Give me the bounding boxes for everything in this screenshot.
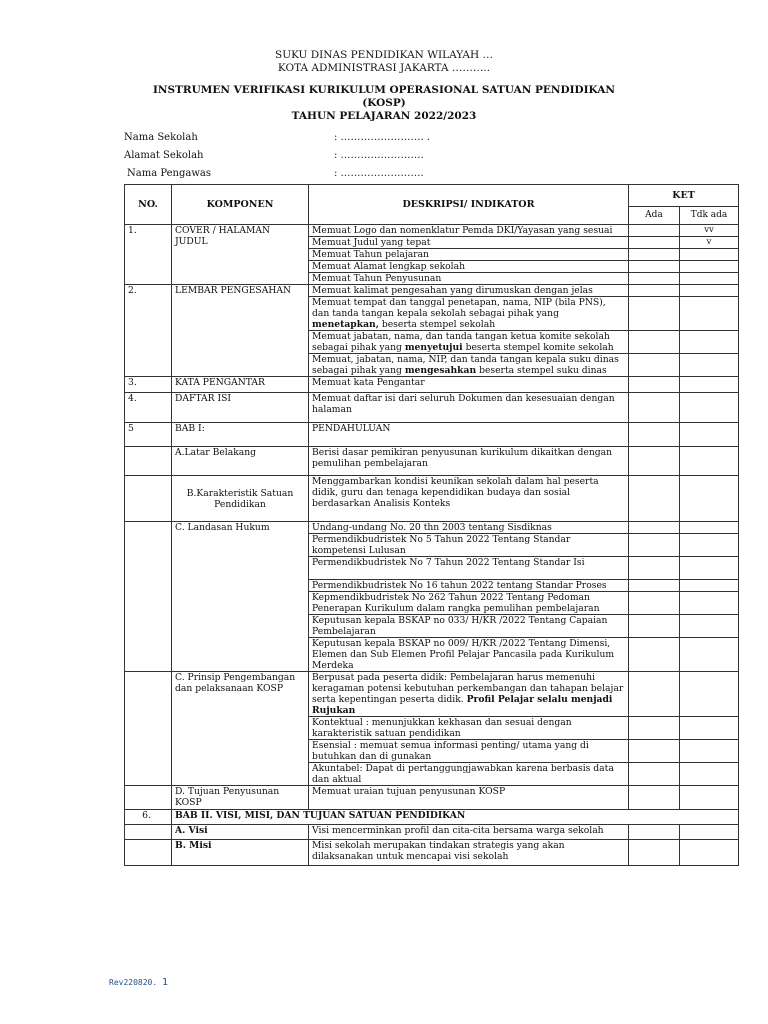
- check-ada: [629, 423, 680, 447]
- check-tdk-ada: [680, 297, 739, 331]
- legal-basis-item: Permendikbudristek No 16 tahun 2022 tentang Standar Proses: [309, 580, 629, 592]
- row-component: KATA PENGANTAR: [172, 377, 309, 393]
- indicator-emphasis: menyetujui: [404, 342, 463, 353]
- document-title-abbr: (KOSP): [362, 97, 406, 109]
- principle-item: Kontektual : menunjukkan kekhasan dan sesuai dengan karakteristik satuan pendidikan: [309, 717, 629, 740]
- indicator: PENDAHULUAN: [309, 423, 629, 447]
- indicator: Memuat daftar isi dari seluruh Dokumen dan kesesuaian dengan halaman: [309, 393, 629, 423]
- legal-basis-item: Permendikbudristek No 5 Tahun 2022 Tentang Standar kompetensi Lulusan: [309, 534, 629, 557]
- table-row: [125, 377, 739, 393]
- revision-code: [109, 977, 168, 988]
- check-ada: [629, 377, 680, 393]
- table-row: [125, 285, 739, 297]
- check-ada: [629, 638, 680, 672]
- principle-emphasis: Profil Pelajar selalu menjadi Rujukan: [312, 694, 613, 716]
- indicator-text: beserta stempel suku dinas: [476, 365, 607, 376]
- check-ada: [629, 763, 680, 786]
- table-row: [125, 225, 739, 237]
- header-deskripsi: DESKRIPSI/ INDIKATOR: [309, 185, 629, 225]
- table-row: [125, 423, 739, 447]
- check-tdk-ada: [680, 672, 739, 717]
- check-ada: [629, 615, 680, 638]
- legal-basis-item: Kepmendikbudristek No 262 Tahun 2022 Tentang Pedoman Penerapan Kurikulum dalam rangka pemulihan pembelajaran: [309, 592, 629, 615]
- row-component: DAFTAR ISI: [172, 393, 309, 423]
- check-ada: [629, 249, 680, 261]
- principle-text: Berpusat pada peserta didik: Pembelajaran harus memenuhi keragaman potensi kebutuhan perkembangan dan tahapan belajar serta kepentingan peserta didik.: [312, 672, 624, 705]
- check-ada: [629, 580, 680, 592]
- table-row: [125, 447, 739, 476]
- check-tdk-ada: [680, 534, 739, 557]
- check-ada: [629, 786, 680, 810]
- check-ada: [629, 534, 680, 557]
- indicator: Memuat Tahun Penyusunan: [309, 273, 629, 285]
- check-tdk-ada: [680, 840, 739, 866]
- meta-label-address: Alamat Sekolah: [124, 150, 204, 161]
- check-tdk-ada: [680, 249, 739, 261]
- legal-basis-item: Undang-undang No. 20 thn 2003 tentang Sisdiknas: [309, 522, 629, 534]
- check-tdk-ada: [680, 615, 739, 638]
- row-number: 5: [125, 423, 172, 447]
- row-number: 3.: [125, 377, 172, 393]
- table-row: [125, 393, 739, 423]
- check-tdk-ada: [680, 717, 739, 740]
- check-ada: [629, 393, 680, 423]
- meta-value-supervisor: : …………………….: [334, 168, 424, 179]
- indicator: Misi sekolah merupakan tindakan strategis yang akan dilaksanakan untuk mencapai visi sekolah: [309, 840, 629, 866]
- indicator-emphasis: menetapkan,: [312, 319, 379, 330]
- row-component: COVER / HALAMAN JUDUL: [172, 225, 309, 285]
- principle-item: [309, 672, 629, 717]
- sub-component: B.Karakteristik Satuan Pendidikan: [172, 476, 309, 522]
- row-number: 1.: [125, 225, 172, 285]
- legal-basis-item: Permendikbudristek No 7 Tahun 2022 Tentang Standar Isi: [309, 557, 629, 580]
- indicator-text: beserta stempel komite sekolah: [462, 342, 614, 353]
- header-ada: Ada: [629, 207, 680, 225]
- table-row: [125, 522, 739, 534]
- sub-component: D. Tujuan Penyusunan KOSP: [172, 786, 309, 810]
- legal-basis-item: Keputusan kepala BSKAP no 009/ H/KR /2022 Tentang Dimensi, Elemen dan Sub Elemen Profil Pelajar Pancasila pada Kurikulum Merdeka: [309, 638, 629, 672]
- check-ada: [629, 297, 680, 331]
- check-ada: [629, 447, 680, 476]
- indicator: [309, 331, 629, 354]
- check-tdk-ada: v: [680, 237, 739, 249]
- check-ada: [629, 331, 680, 354]
- check-tdk-ada: [680, 377, 739, 393]
- check-tdk-ada: [680, 740, 739, 763]
- table-row: [125, 840, 739, 866]
- check-tdk-ada: [680, 273, 739, 285]
- check-tdk-ada: [680, 393, 739, 423]
- header-no: NO.: [125, 185, 172, 225]
- row-component: BAB I:: [172, 423, 309, 447]
- check-tdk-ada: [680, 592, 739, 615]
- check-ada: [629, 237, 680, 249]
- check-tdk-ada: [680, 423, 739, 447]
- sub-component: A.Latar Belakang: [172, 447, 309, 476]
- check-ada: [629, 476, 680, 522]
- table-row: [125, 672, 739, 717]
- principle-item: Akuntabel: Dapat di pertanggungjawabkan karena berbasis data dan aktual: [309, 763, 629, 786]
- check-tdk-ada: [680, 331, 739, 354]
- check-ada: [629, 740, 680, 763]
- meta-label-school: Nama Sekolah: [124, 132, 198, 143]
- row-number: 4.: [125, 393, 172, 423]
- indicator: Visi mencerminkan profil dan cita-cita bersama warga sekolah: [309, 825, 629, 840]
- check-ada: [629, 285, 680, 297]
- indicator: Memuat Tahun pelajaran: [309, 249, 629, 261]
- page-number: 1: [162, 977, 169, 988]
- row-number-empty: [125, 672, 172, 786]
- sub-component: C. Landasan Hukum: [172, 522, 309, 672]
- meta-label-supervisor: Nama Pengawas: [127, 168, 211, 179]
- indicator: Berisi dasar pemikiran penyusunan kurikulum dikaitkan dengan pemulihan pembelajaran: [309, 447, 629, 476]
- check-ada: [629, 592, 680, 615]
- header-komponen: KOMPONEN: [172, 185, 309, 225]
- table-row: [125, 825, 739, 840]
- legal-basis-item: Keputusan kepala BSKAP no 033/ H/KR /2022 Tentang Capaian Pembelajaran: [309, 615, 629, 638]
- indicator: Memuat kalimat pengesahan yang dirumuskan dengan jelas: [309, 285, 629, 297]
- section-title: BAB II. VISI, MISI, DAN TUJUAN SATUAN PENDIDIKAN: [172, 810, 739, 825]
- check-tdk-ada: [680, 476, 739, 522]
- row-number-empty: [125, 825, 172, 840]
- indicator: [309, 354, 629, 377]
- indicator: Memuat Logo dan nomenklatur Pemda DKI/Yayasan yang sesuai: [309, 225, 629, 237]
- meta-value-address: : …………………….: [334, 150, 424, 161]
- indicator: Memuat kata Pengantar: [309, 377, 629, 393]
- check-tdk-ada: [680, 354, 739, 377]
- row-number-empty: [125, 786, 172, 810]
- check-tdk-ada: [680, 557, 739, 580]
- check-ada: [629, 273, 680, 285]
- check-tdk-ada: [680, 763, 739, 786]
- indicator: Memuat Alamat lengkap sekolah: [309, 261, 629, 273]
- check-ada: [629, 354, 680, 377]
- meta-value-school: : ……………………. .: [334, 132, 431, 143]
- indicator: [309, 297, 629, 331]
- check-tdk-ada: vv: [680, 225, 739, 237]
- check-ada: [629, 225, 680, 237]
- header-ket: KET: [629, 185, 739, 207]
- check-ada: [629, 261, 680, 273]
- sub-component: C. Prinsip Pengembangan dan pelaksanaan KOSP: [172, 672, 309, 786]
- row-number-empty: [125, 522, 172, 672]
- check-ada: [629, 825, 680, 840]
- agency-line-1: SUKU DINAS PENDIDIKAN WILAYAH …: [275, 49, 493, 61]
- agency-line-2: KOTA ADMINISTRASI JAKARTA ………..: [277, 62, 491, 74]
- row-number: 2.: [125, 285, 172, 377]
- row-number-empty: [125, 476, 172, 522]
- check-ada: [629, 717, 680, 740]
- row-component: LEMBAR PENGESAHAN: [172, 285, 309, 377]
- check-tdk-ada: [680, 580, 739, 592]
- table-row: [125, 810, 739, 825]
- indicator: Menggambarkan kondisi keunikan sekolah dalam hal peserta didik, guru dan tenaga kependidikan budaya dan sosial berdasarkan Analisis Konteks: [309, 476, 629, 522]
- indicator-text: beserta stempel sekolah: [378, 319, 496, 330]
- table-row: [125, 786, 739, 810]
- check-ada: [629, 672, 680, 717]
- indicator: Memuat uraian tujuan penyusunan KOSP: [309, 786, 629, 810]
- revision-code-text: Rev220820.: [109, 978, 158, 987]
- indicator-text: Memuat, jabatan, nama, NIP, dan tanda tangan kepala suku dinas sebagai pihak yang: [312, 354, 619, 376]
- verification-table: [124, 184, 739, 866]
- document-year: TAHUN PELAJARAN 2022/2023: [291, 110, 477, 122]
- indicator-text: Memuat jabatan, nama, dan tanda tangan ketua komite sekolah sebagai pihak yang: [312, 331, 610, 353]
- sub-component: A. Visi: [172, 825, 309, 840]
- header-tdk-ada: Tdk ada: [680, 207, 739, 225]
- indicator: Memuat Judul yang tepat: [309, 237, 629, 249]
- check-tdk-ada: [680, 638, 739, 672]
- check-ada: [629, 557, 680, 580]
- check-tdk-ada: [680, 285, 739, 297]
- check-tdk-ada: [680, 447, 739, 476]
- check-tdk-ada: [680, 261, 739, 273]
- check-tdk-ada: [680, 522, 739, 534]
- table-row: [125, 476, 739, 522]
- indicator-emphasis: mengesahkan: [404, 365, 477, 376]
- document-title: INSTRUMEN VERIFIKASI KURIKULUM OPERASIONAL SATUAN PENDIDIKAN: [152, 84, 616, 96]
- check-ada: [629, 840, 680, 866]
- row-number-empty: [125, 447, 172, 476]
- row-number-empty: [125, 840, 172, 866]
- check-ada: [629, 522, 680, 534]
- check-tdk-ada: [680, 786, 739, 810]
- sub-component: B. Misi: [172, 840, 309, 866]
- indicator-text: Memuat tempat dan tanggal penetapan, nama, NIP (bila PNS), dan tanda tangan kepala sekolah sebagai pihak yang: [312, 297, 606, 319]
- principle-item: Esensial : memuat semua informasi penting/ utama yang di butuhkan dan di gunakan: [309, 740, 629, 763]
- row-number: 6.: [125, 810, 172, 825]
- check-tdk-ada: [680, 825, 739, 840]
